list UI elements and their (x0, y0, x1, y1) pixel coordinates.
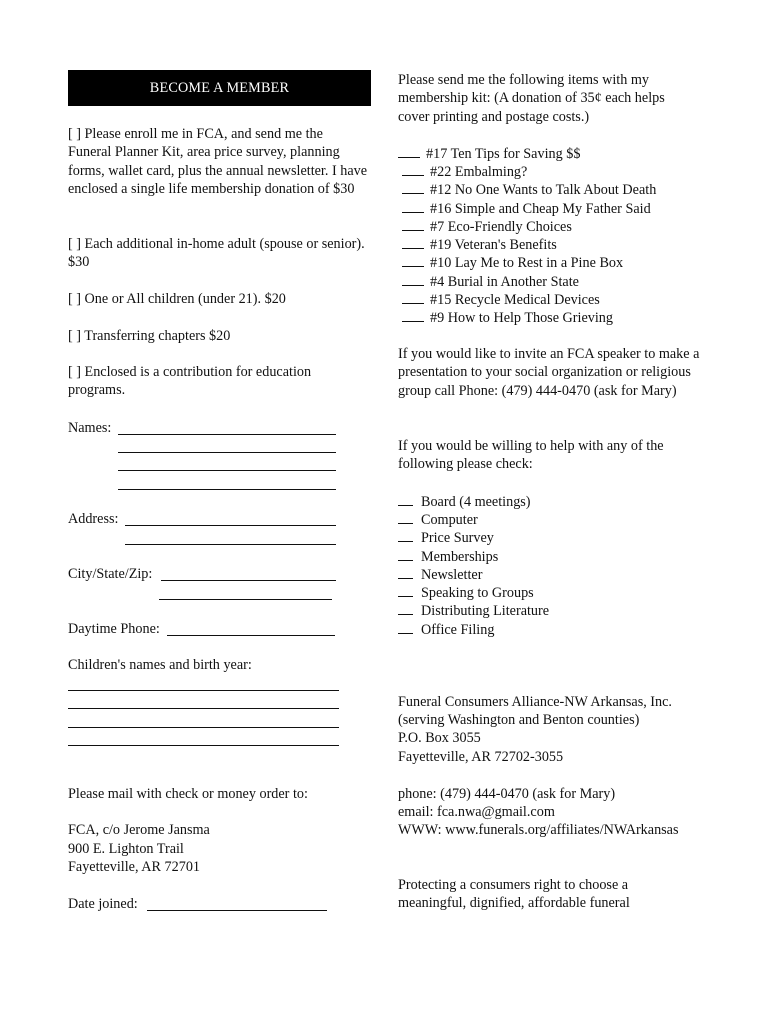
option-single-membership[interactable]: [ ] Please enroll me in FCA, and send me the Funeral Planner Kit, area price survey, planning forms, wallet card, plus the annual newsletter. I have enclosed a single life membership donation of $30 (68, 126, 368, 197)
city-state-zip-label: City/State/Zip: (68, 566, 153, 582)
kit-item-blank[interactable] (402, 162, 424, 176)
help-item[interactable]: Board (4 meetings) (398, 492, 531, 511)
help-item-blank[interactable] (398, 492, 413, 506)
kit-item[interactable]: #12 No One Wants to Talk About Death (402, 180, 656, 199)
org-serving: (serving Washington and Benton counties) (398, 712, 640, 728)
names-field-2[interactable] (118, 452, 336, 453)
names-field-3[interactable] (118, 470, 336, 471)
kit-item-blank[interactable] (402, 253, 424, 267)
org-po-box: P.O. Box 3055 (398, 730, 481, 746)
daytime-phone-label: Daytime Phone: (68, 621, 160, 637)
names-field-1[interactable] (118, 434, 336, 435)
kit-item[interactable]: #10 Lay Me to Rest in a Pine Box (402, 253, 623, 272)
daytime-phone-field[interactable] (167, 635, 335, 636)
address-field-2[interactable] (125, 544, 336, 545)
kit-item[interactable]: #9 How to Help Those Grieving (402, 308, 613, 327)
help-item[interactable]: Newsletter (398, 565, 482, 584)
kit-item-blank[interactable] (402, 308, 424, 322)
kit-item-blank[interactable] (402, 180, 424, 194)
names-field-4[interactable] (118, 489, 336, 490)
help-item-blank[interactable] (398, 583, 413, 597)
kit-item-blank[interactable] (398, 144, 420, 158)
kit-intro: Please send me the following items with my membership kit: (A donation of 35¢ each helps cover printing and postage costs.) (398, 72, 665, 125)
org-city: Fayetteville, AR 72702-3055 (398, 749, 564, 765)
tagline: Protecting a consumers right to choose a meaningful, dignified, affordable funeral (398, 877, 630, 912)
children-field-4[interactable] (68, 745, 339, 746)
option-additional-adult[interactable]: [ ] Each additional in-home adult (spouse or senior). $30 (68, 236, 365, 271)
help-item[interactable]: Distributing Literature (398, 601, 549, 620)
kit-item[interactable]: #15 Recycle Medical Devices (402, 290, 600, 309)
option-children[interactable]: [ ] One or All children (under 21). $20 (68, 291, 286, 307)
help-item-blank[interactable] (398, 601, 413, 615)
option-transfer[interactable]: [ ] Transferring chapters $20 (68, 328, 231, 344)
help-item[interactable]: Speaking to Groups (398, 583, 534, 602)
help-item-blank[interactable] (398, 528, 413, 542)
address-label: Address: (68, 511, 119, 527)
help-item[interactable]: Price Survey (398, 528, 494, 547)
children-field-3[interactable] (68, 727, 339, 728)
help-item-blank[interactable] (398, 510, 413, 524)
help-item-blank[interactable] (398, 547, 413, 561)
banner-title: BECOME A MEMBER (149, 79, 290, 96)
children-field-1[interactable] (68, 690, 339, 691)
children-field-2[interactable] (68, 708, 339, 709)
kit-item[interactable]: #4 Burial in Another State (402, 272, 579, 291)
kit-item-blank[interactable] (402, 272, 424, 286)
mail-name: FCA, c/o Jerome Jansma (68, 822, 210, 838)
city-state-zip-field-2[interactable] (159, 599, 332, 600)
city-state-zip-field-1[interactable] (161, 580, 336, 581)
help-item-blank[interactable] (398, 620, 413, 634)
kit-item[interactable]: #7 Eco-Friendly Choices (402, 217, 572, 236)
help-item[interactable]: Computer (398, 510, 478, 529)
mail-instructions: Please mail with check or money order to: (68, 786, 308, 802)
kit-item-blank[interactable] (402, 217, 424, 231)
help-item[interactable]: Memberships (398, 547, 498, 566)
contact-website[interactable]: WWW: www.funerals.org/affiliates/NWArkansas (398, 822, 679, 838)
kit-item-blank[interactable] (402, 235, 424, 249)
help-item[interactable]: Office Filing (398, 620, 494, 639)
help-intro: If you would be willing to help with any of the following please check: (398, 438, 664, 473)
date-joined-label: Date joined: (68, 896, 138, 912)
address-field-1[interactable] (125, 525, 336, 526)
date-joined-field[interactable] (147, 910, 327, 911)
kit-item[interactable]: #22 Embalming? (402, 162, 527, 181)
mail-city: Fayetteville, AR 72701 (68, 859, 201, 875)
mail-street: 900 E. Lighton Trail (68, 841, 184, 857)
help-item-blank[interactable] (398, 565, 413, 579)
contact-phone: phone: (479) 444-0470 (ask for Mary) (398, 786, 616, 802)
org-name: Funeral Consumers Alliance-NW Arkansas, Inc. (398, 694, 672, 710)
kit-item-blank[interactable] (402, 199, 424, 213)
kit-item[interactable]: #19 Veteran's Benefits (402, 235, 557, 254)
kit-item[interactable]: #17 Ten Tips for Saving $$ (398, 144, 580, 163)
speaker-invitation: If you would like to invite an FCA speaker to make a presentation to your social organization or religious group call Phone: (479) 444-0470 (ask for Mary) (398, 346, 700, 399)
kit-item[interactable]: #16 Simple and Cheap My Father Said (402, 199, 651, 218)
children-names-label: Children's names and birth year: (68, 657, 252, 673)
contact-email[interactable]: email: fca.nwa@gmail.com (398, 804, 555, 820)
option-contribution[interactable]: [ ] Enclosed is a contribution for education programs. (68, 364, 312, 399)
become-member-banner (68, 70, 371, 106)
kit-item-blank[interactable] (402, 290, 424, 304)
names-label: Names: (68, 420, 112, 436)
